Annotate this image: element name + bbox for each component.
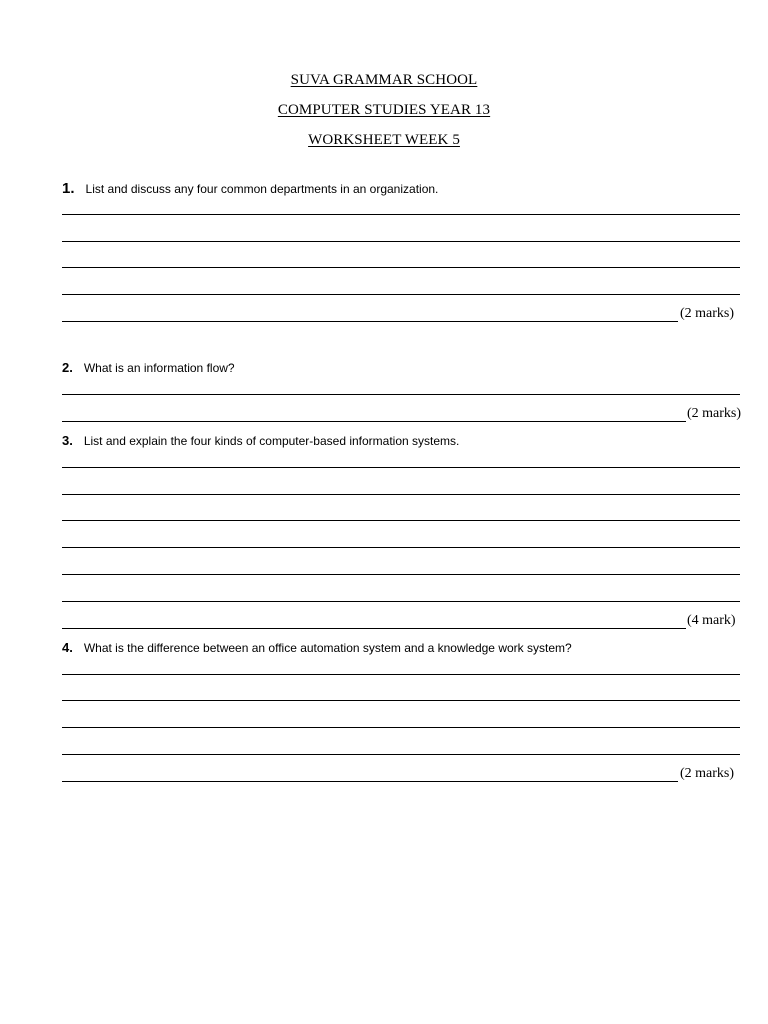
question-number: 4. [62,640,73,655]
answer-line[interactable] [62,214,740,215]
answer-line[interactable] [62,520,740,521]
subject-row [0,101,768,119]
answer-line[interactable] [62,547,740,548]
answer-line[interactable] [62,494,740,495]
answer-line[interactable] [62,628,686,629]
question-text: List and explain the four kinds of computer-based information systems. [83,434,460,448]
worksheet-title: WORKSHEET WEEK 5 [308,132,460,148]
answer-line[interactable] [62,700,740,701]
question-number: 2. [62,360,73,375]
answer-line[interactable] [62,781,678,782]
question-text: List and discuss any four common departments in an organization. [85,182,439,196]
answer-line[interactable] [62,421,686,422]
question-4 [62,640,572,655]
subject-title: COMPUTER STUDIES YEAR 13 [277,102,491,118]
answer-line[interactable] [62,394,740,395]
question-text: What is the difference between an office automation system and a knowledge work system? [83,641,572,655]
question-text: What is an information flow? [83,361,235,375]
marks-label: (2 marks) [680,306,735,321]
answer-line[interactable] [62,574,740,575]
answer-line[interactable] [62,674,740,675]
answer-line[interactable] [62,601,740,602]
question-number: 1. [62,180,75,197]
answer-line[interactable] [62,294,740,295]
answer-line[interactable] [62,467,740,468]
question-number: 3. [62,433,73,448]
marks-label: (4 mark) [687,613,736,628]
answer-line[interactable] [62,241,740,242]
question-3 [62,433,459,448]
answer-line[interactable] [62,754,740,755]
worksheet-row [0,131,768,149]
marks-label: (2 marks) [687,406,742,421]
school-name: SUVA GRAMMAR SCHOOL [290,72,478,88]
question-1 [62,180,438,197]
marks-label: (2 marks) [680,766,735,781]
question-2 [62,360,235,375]
answer-line[interactable] [62,727,740,728]
answer-line[interactable] [62,321,678,322]
answer-line[interactable] [62,267,740,268]
school-name-row [0,71,768,89]
